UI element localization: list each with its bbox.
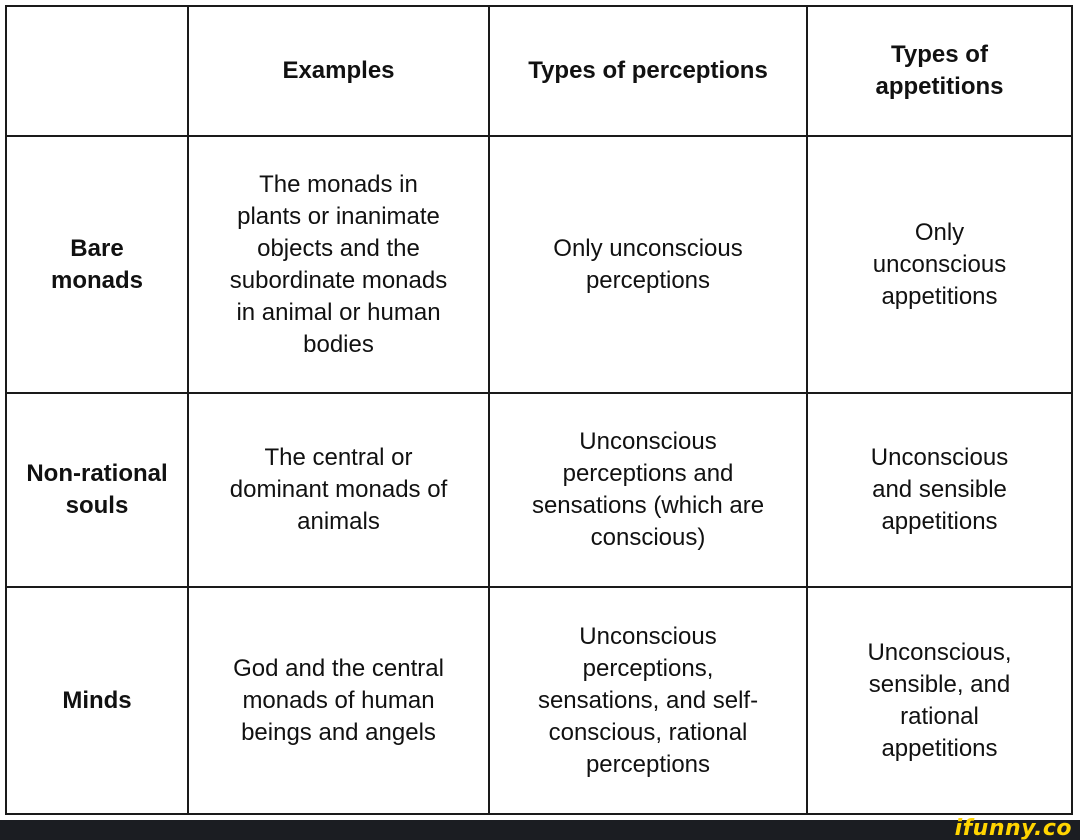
cell-non-rational-souls-examples: The central or dominant monads of animals <box>189 394 490 588</box>
row-label-non-rational-souls: Non-rational souls <box>7 394 189 588</box>
header-corner-cell <box>7 7 189 137</box>
monad-comparison-table <box>5 5 1073 815</box>
header-types-of-appetitions: Types of appetitions <box>808 7 1071 137</box>
cell-minds-appetitions: Unconscious, sensible, and rational appetitions <box>867 638 1012 762</box>
cell-minds-examples: God and the central monads of human beings and angels <box>189 588 490 813</box>
cell-bare-monads-appetitions: Only unconscious appetitions <box>808 137 1071 394</box>
row-label-minds: Minds <box>7 588 189 813</box>
cell-minds-perceptions: Unconscious perceptions, sensations, and self- conscious, rational perceptions <box>490 588 808 813</box>
row-label-bare-monads: Bare monads <box>7 137 189 394</box>
ifunny-watermark: ifunny.co <box>954 816 1072 840</box>
cell-bare-monads-examples: The monads in plants or inanimate objects and the subordinate monads in animal or human bodies <box>189 137 490 394</box>
header-types-of-perceptions: Types of perceptions <box>490 7 808 137</box>
header-examples: Examples <box>189 7 490 137</box>
cell-non-rational-souls-appetitions: Unconscious and sensible appetitions <box>808 394 1071 588</box>
cell-non-rational-souls-perceptions: Unconscious perceptions and sensations (which are conscious) <box>490 394 808 588</box>
cell-bare-monads-perceptions: Only unconscious perceptions <box>490 137 808 394</box>
watermark-bar <box>0 820 1080 840</box>
